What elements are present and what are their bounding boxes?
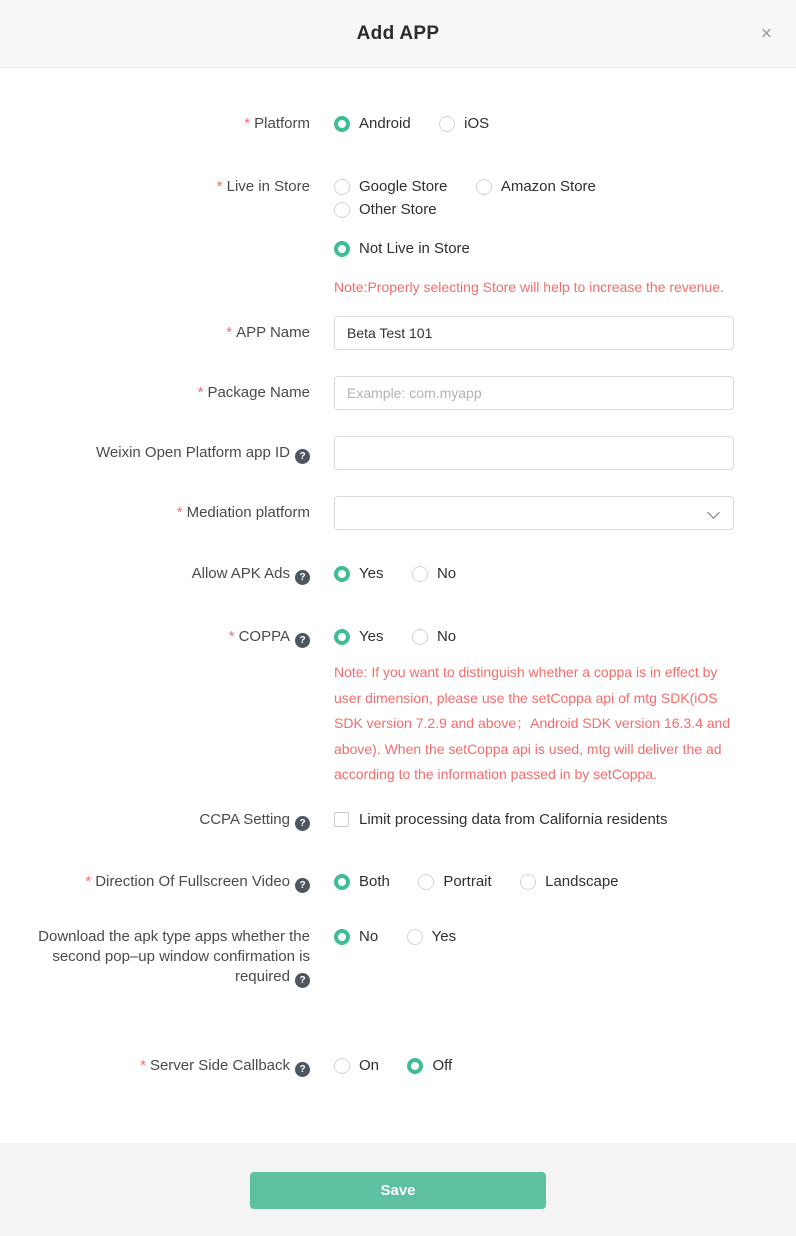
- radio-selected-icon: [407, 1058, 423, 1074]
- radio-android[interactable]: [334, 114, 411, 134]
- row-download-confirmation: [0, 927, 734, 988]
- row-platform: [0, 114, 734, 137]
- radio-unselected-icon: [439, 116, 455, 132]
- ccpa-checkbox-option[interactable]: [334, 810, 667, 830]
- radio-coppa-yes[interactable]: [334, 627, 383, 647]
- required-asterisk: *: [244, 115, 251, 132]
- required-asterisk: *: [85, 873, 92, 890]
- mediation-platform-select[interactable]: [334, 496, 734, 530]
- allow-apk-ads-options: [334, 564, 734, 587]
- allow-apk-ads-label: [0, 564, 310, 585]
- radio-not-live-in-store[interactable]: [334, 239, 470, 259]
- radio-ios[interactable]: [439, 114, 489, 134]
- radio-callback-off[interactable]: [407, 1056, 452, 1076]
- radio-unselected-icon: [334, 1058, 350, 1074]
- required-asterisk: *: [140, 1057, 146, 1074]
- platform-label: [0, 114, 310, 134]
- row-app-name: [0, 316, 734, 350]
- dialog-footer: [0, 1143, 796, 1236]
- radio-landscape-label: Landscape: [545, 873, 619, 890]
- allow-apk-ads-label-text: Allow APK Ads: [191, 565, 290, 582]
- radio-unselected-icon: [334, 179, 350, 195]
- ccpa-setting-control: [334, 810, 734, 833]
- package-name-label-text: Package Name: [207, 384, 310, 401]
- radio-google-store[interactable]: [334, 177, 447, 197]
- radio-selected-icon: [334, 241, 350, 257]
- fullscreen-direction-label-text: Direction Of Fullscreen Video: [95, 873, 290, 890]
- help-icon[interactable]: ?: [295, 449, 310, 464]
- radio-apk-yes-label: Yes: [359, 565, 384, 582]
- live-in-store-options: [334, 177, 734, 300]
- weixin-app-id-control: [334, 436, 734, 470]
- radio-download-yes[interactable]: [407, 927, 456, 947]
- help-icon[interactable]: ?: [295, 878, 310, 893]
- store-options-line1: [334, 177, 734, 223]
- download-confirmation-label-text: Download the apk type apps whether the second pop–up window confirmation is required: [38, 928, 310, 985]
- help-icon[interactable]: ?: [295, 1062, 310, 1077]
- radio-unselected-icon: [418, 874, 434, 890]
- coppa-note: Note: If you want to distinguish whether a coppa is in effect by user dimension, please use the setCoppa api of mtg SDK(iOS SDK version 7.2.9 and above；Android SDK version 16.3.4 and above). When the setCoppa api is used, mtg will deliver the ad according to the information passed in by setCoppa.: [334, 664, 731, 782]
- radio-coppa-no[interactable]: [412, 627, 456, 647]
- weixin-app-id-label: [0, 436, 310, 464]
- row-allow-apk-ads: [0, 564, 734, 587]
- row-coppa: [0, 627, 734, 788]
- radio-selected-icon: [334, 874, 350, 890]
- fullscreen-direction-options: [334, 872, 734, 895]
- radio-apk-no-label: No: [436, 565, 457, 582]
- row-server-side-callback: [0, 1056, 734, 1079]
- radio-amazon-store-label: Amazon Store: [500, 178, 596, 195]
- server-side-callback-label-text: Server Side Callback: [149, 1057, 290, 1074]
- help-icon[interactable]: ?: [295, 973, 310, 988]
- checkbox-icon: [334, 812, 349, 827]
- store-options-line2: [334, 239, 734, 262]
- app-name-control: [334, 316, 734, 350]
- required-asterisk: *: [197, 384, 204, 401]
- package-name-control: [334, 376, 734, 410]
- save-button[interactable]: Save: [250, 1172, 546, 1209]
- help-icon[interactable]: ?: [295, 816, 310, 831]
- radio-both[interactable]: [334, 872, 390, 892]
- radio-selected-icon: [334, 116, 350, 132]
- row-package-name: [0, 376, 734, 410]
- store-note: Note:Properly selecting Store will help to increase the revenue.: [334, 279, 724, 295]
- required-asterisk: *: [226, 324, 233, 341]
- row-weixin-app-id: [0, 436, 734, 470]
- radio-unselected-icon: [412, 629, 428, 645]
- row-mediation-platform: [0, 496, 734, 530]
- radio-callback-off-label: Off: [432, 1057, 453, 1074]
- radio-selected-icon: [334, 629, 350, 645]
- radio-other-store-label: Other Store: [359, 201, 437, 218]
- dialog-title: Add APP: [356, 22, 440, 44]
- package-name-input[interactable]: [334, 376, 734, 410]
- mediation-platform-control: [334, 496, 734, 530]
- download-confirmation-label: [0, 927, 310, 988]
- radio-portrait[interactable]: [418, 872, 491, 892]
- radio-google-store-label: Google Store: [359, 178, 448, 195]
- radio-unselected-icon: [412, 566, 428, 582]
- dialog-body: [0, 68, 796, 1139]
- radio-amazon-store[interactable]: [476, 177, 596, 197]
- fullscreen-direction-label: [0, 872, 310, 893]
- live-in-store-label-text: Live in Store: [226, 178, 310, 195]
- app-name-label: [0, 316, 310, 343]
- live-in-store-label: [0, 177, 310, 197]
- help-icon[interactable]: ?: [295, 570, 310, 585]
- mediation-platform-label: [0, 496, 310, 523]
- download-confirmation-options: [334, 927, 734, 950]
- coppa-options: [334, 627, 734, 788]
- coppa-radio-line: [334, 627, 734, 650]
- chevron-down-icon: [707, 506, 720, 519]
- server-side-callback-options: [334, 1056, 734, 1079]
- row-live-in-store: [0, 177, 734, 300]
- mediation-platform-label-text: Mediation platform: [186, 504, 310, 521]
- ccpa-setting-label-text: CCPA Setting: [199, 810, 290, 828]
- row-fullscreen-direction: [0, 872, 734, 895]
- package-name-label: [0, 376, 310, 403]
- radio-download-no[interactable]: [334, 927, 378, 947]
- radio-download-yes-label: Yes: [431, 928, 457, 945]
- radio-unselected-icon: [476, 179, 492, 195]
- close-icon[interactable]: ×: [760, 23, 772, 44]
- server-side-callback-label: [0, 1056, 310, 1077]
- radio-callback-on[interactable]: [334, 1056, 379, 1076]
- coppa-label-text: COPPA: [238, 628, 290, 645]
- radio-unselected-icon: [334, 202, 350, 218]
- radio-android-label: Android: [359, 115, 411, 132]
- radio-portrait-label: Portrait: [443, 873, 492, 890]
- required-asterisk: *: [216, 178, 223, 195]
- help-icon[interactable]: ?: [295, 633, 310, 648]
- radio-other-store[interactable]: [334, 200, 437, 220]
- radio-not-live-in-store-label: Not Live in Store: [359, 240, 470, 257]
- radio-coppa-no-label: No: [436, 628, 457, 645]
- required-asterisk: *: [176, 504, 183, 521]
- ccpa-checkbox-label: Limit processing data from California residents: [359, 810, 668, 828]
- coppa-label: [0, 627, 310, 648]
- radio-download-no-label: No: [359, 928, 379, 945]
- radio-coppa-yes-label: Yes: [359, 628, 384, 645]
- platform-label-text: Platform: [254, 115, 310, 132]
- radio-apk-yes[interactable]: [334, 564, 383, 584]
- radio-unselected-icon: [407, 929, 423, 945]
- radio-ios-label: iOS: [464, 115, 490, 132]
- weixin-app-id-input[interactable]: [334, 436, 734, 470]
- ccpa-setting-label: [0, 810, 310, 831]
- radio-apk-no[interactable]: [412, 564, 456, 584]
- platform-options: [334, 114, 734, 137]
- radio-selected-icon: [334, 929, 350, 945]
- app-name-input[interactable]: [334, 316, 734, 350]
- app-name-label-text: APP Name: [236, 324, 310, 341]
- radio-callback-on-label: On: [359, 1057, 380, 1074]
- dialog-header: [0, 0, 796, 68]
- required-asterisk: *: [228, 628, 235, 645]
- radio-landscape[interactable]: [520, 872, 618, 892]
- radio-unselected-icon: [520, 874, 536, 890]
- radio-both-label: Both: [359, 873, 390, 890]
- weixin-app-id-label-text: Weixin Open Platform app ID: [96, 444, 290, 461]
- radio-selected-icon: [334, 566, 350, 582]
- row-ccpa-setting: [0, 810, 734, 833]
